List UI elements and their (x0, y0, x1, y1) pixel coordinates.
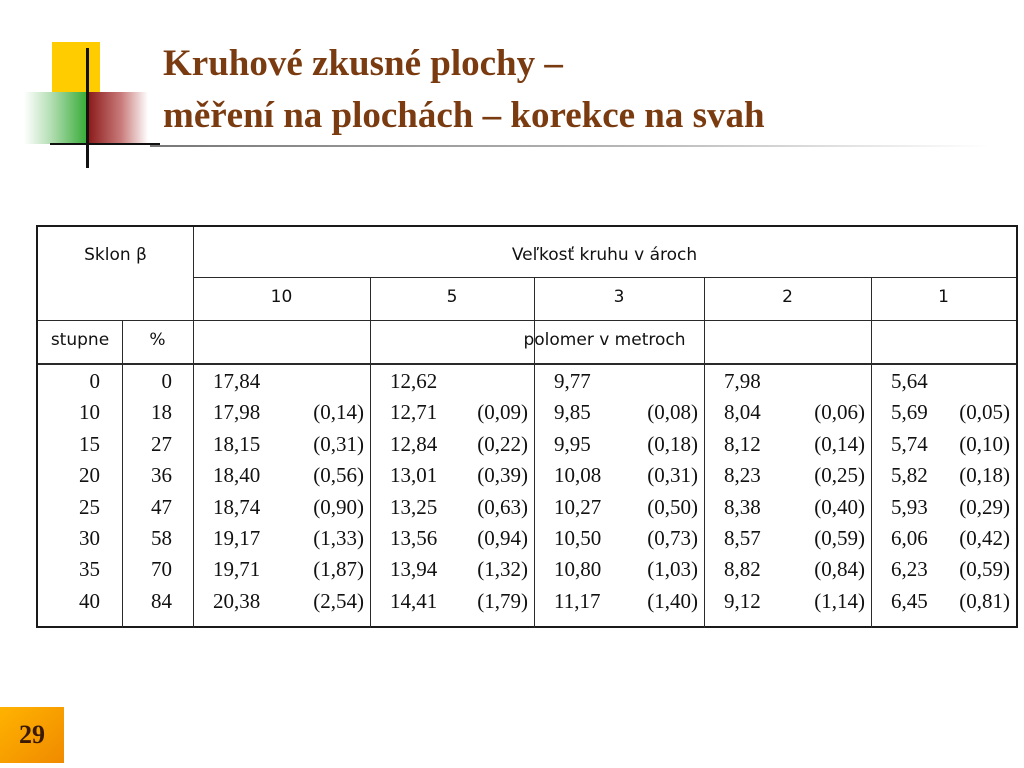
radius-value: 5,93 (891, 494, 928, 519)
radius-value: 9,77 (554, 369, 591, 393)
row-degrees: 15 (79, 431, 100, 456)
page-number: 29 (19, 720, 45, 749)
radius-difference: (0,18) (959, 463, 1010, 488)
row-degrees: 25 (79, 494, 100, 519)
radius-value: 8,23 (724, 463, 761, 488)
radius-value: 10,80 (554, 557, 602, 582)
radius-difference: (0,10) (959, 431, 1010, 456)
header-size-5: 5 (446, 287, 458, 307)
radius-value: 7,98 (724, 369, 761, 393)
radius-difference: (0,31) (647, 463, 698, 488)
row-degrees: 30 (79, 526, 100, 550)
radius-difference: (0,63) (477, 494, 528, 519)
radius-difference: (0,94) (477, 526, 528, 550)
logo-green-square (24, 92, 88, 144)
radius-difference: (1,79) (477, 588, 528, 613)
logo-red-square (88, 92, 148, 144)
radius-value: 6,23 (891, 557, 928, 582)
radius-value: 6,06 (891, 526, 928, 550)
radius-difference: (2,54) (313, 588, 364, 613)
radius-value: 5,74 (891, 431, 928, 456)
row-degrees: 20 (79, 463, 100, 488)
radius-value: 20,38 (213, 588, 261, 613)
radius-value: 5,69 (891, 400, 928, 425)
radius-value: 5,64 (891, 369, 928, 393)
radius-difference: (0,42) (959, 526, 1010, 550)
logo-vertical-line (86, 48, 89, 168)
header-percent: % (149, 330, 166, 350)
radius-difference: (0,31) (313, 431, 364, 456)
radius-correction-table (36, 225, 1018, 628)
logo-yellow-square (52, 42, 100, 94)
radius-difference: (0,59) (959, 557, 1010, 582)
header-size-3: 3 (613, 287, 625, 307)
table-line-h (193, 277, 1016, 278)
row-percent: 0 (161, 369, 172, 393)
radius-difference: (1,32) (477, 557, 528, 582)
radius-difference: (0,50) (647, 494, 698, 519)
row-degrees: 40 (79, 588, 100, 613)
radius-value: 12,62 (390, 369, 438, 393)
title-line-2: měření na plochách – korekce na svah (163, 95, 765, 136)
radius-difference: (0,05) (959, 400, 1010, 425)
radius-value: 8,38 (724, 494, 761, 519)
radius-value: 17,98 (213, 400, 261, 425)
radius-value: 13,01 (390, 463, 438, 488)
slide-title (163, 38, 765, 142)
radius-value: 17,84 (213, 369, 261, 393)
radius-difference: (0,25) (814, 463, 865, 488)
radius-value: 18,15 (213, 431, 261, 456)
radius-difference: (0,81) (959, 588, 1010, 613)
radius-value: 8,57 (724, 526, 761, 550)
radius-value: 10,08 (554, 463, 602, 488)
row-percent: 18 (151, 400, 172, 425)
radius-difference: (0,39) (477, 463, 528, 488)
radius-value: 19,17 (213, 526, 261, 550)
radius-value: 5,82 (891, 463, 928, 488)
radius-difference: (0,84) (814, 557, 865, 582)
radius-value: 12,71 (390, 400, 438, 425)
header-sklon: Sklon β (84, 245, 147, 265)
header-size-2: 2 (782, 287, 793, 307)
radius-difference: (1,14) (814, 588, 865, 613)
header-size-10: 10 (270, 287, 293, 307)
radius-difference: (0,29) (959, 494, 1010, 519)
radius-value: 9,95 (554, 431, 591, 456)
radius-value: 8,04 (724, 400, 761, 425)
radius-value: 13,94 (390, 557, 438, 582)
radius-difference: (0,73) (647, 526, 698, 550)
radius-difference: (0,14) (313, 400, 364, 425)
radius-value: 13,56 (390, 526, 438, 550)
row-percent: 47 (151, 494, 172, 519)
radius-difference: (0,59) (814, 526, 865, 550)
radius-value: 10,50 (554, 526, 602, 550)
radius-difference: (1,03) (647, 557, 698, 582)
header-radius: polomer v metroch (523, 330, 686, 350)
radius-difference: (0,40) (814, 494, 865, 519)
row-degrees: 10 (79, 400, 100, 425)
radius-difference: (1,87) (313, 557, 364, 582)
table-line-h (38, 363, 1016, 365)
radius-value: 11,17 (554, 588, 601, 613)
header-degrees: stupne (50, 330, 110, 350)
radius-value: 6,45 (891, 588, 928, 613)
radius-value: 14,41 (390, 588, 438, 613)
radius-difference: (0,14) (814, 431, 865, 456)
row-percent: 58 (151, 526, 172, 550)
radius-value: 12,84 (390, 431, 438, 456)
title-divider (150, 145, 990, 147)
title-line-1: Kruhové zkusné plochy – (163, 43, 563, 84)
radius-difference: (0,06) (814, 400, 865, 425)
radius-difference: (0,22) (477, 431, 528, 456)
radius-value: 9,12 (724, 588, 761, 613)
radius-difference: (1,33) (313, 526, 364, 550)
row-percent: 70 (151, 557, 172, 582)
radius-difference: (1,40) (647, 588, 698, 613)
header-size: Veľkosť kruhu v ároch (511, 245, 698, 265)
radius-difference: (0,09) (477, 400, 528, 425)
row-percent: 36 (151, 463, 172, 488)
logo-horizontal-line (50, 143, 160, 145)
radius-value: 9,85 (554, 400, 591, 425)
radius-difference: (0,90) (313, 494, 364, 519)
row-degrees: 35 (79, 557, 100, 582)
row-percent: 27 (151, 431, 172, 456)
radius-difference: (0,08) (647, 400, 698, 425)
slide-logo-decoration (0, 0, 160, 180)
radius-difference: (0,56) (313, 463, 364, 488)
radius-value: 8,12 (724, 431, 761, 456)
row-percent: 84 (151, 588, 172, 613)
row-degrees: 0 (89, 369, 100, 393)
radius-value: 8,82 (724, 557, 761, 582)
radius-value: 18,40 (213, 463, 261, 488)
radius-value: 10,27 (554, 494, 602, 519)
radius-value: 13,25 (390, 494, 438, 519)
radius-value: 18,74 (213, 494, 261, 519)
header-size-1: 1 (938, 287, 949, 307)
radius-value: 19,71 (213, 557, 261, 582)
radius-difference: (0,18) (647, 431, 698, 456)
table-line-h (38, 320, 1016, 321)
